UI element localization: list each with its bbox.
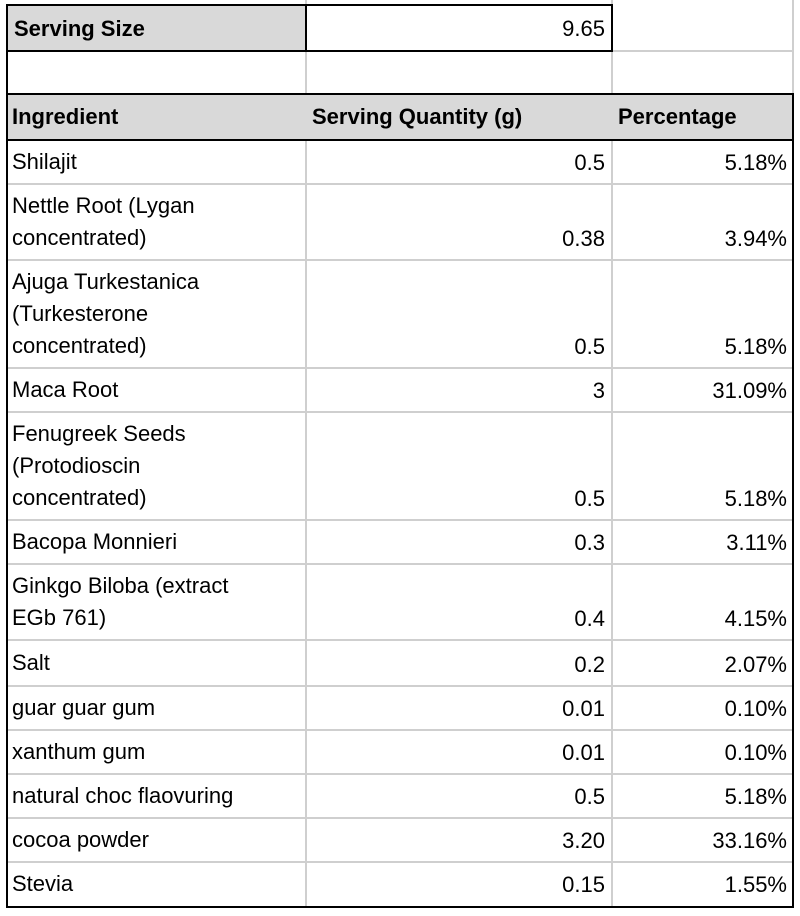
grid-line: [6, 519, 794, 521]
quantity-cell[interactable]: 0.15: [562, 872, 605, 897]
grid-line: [6, 563, 794, 565]
quantity-cell[interactable]: 0.4: [574, 606, 605, 631]
grid-line: [6, 685, 794, 687]
border: [6, 4, 612, 6]
border: [6, 4, 8, 52]
column-header-quantity[interactable]: Serving Quantity (g): [306, 94, 612, 140]
border: [6, 93, 8, 908]
border: [305, 4, 307, 52]
border: [6, 139, 794, 141]
ingredient-cell[interactable]: Maca Root: [12, 377, 119, 402]
border: [6, 93, 794, 95]
ingredient-cell[interactable]: Bacopa Monnieri: [12, 529, 178, 554]
grid-line: [612, 50, 794, 52]
quantity-cell[interactable]: 0.5: [574, 486, 605, 511]
quantity-cell[interactable]: 0.01: [562, 696, 605, 721]
percentage-cell[interactable]: 2.07%: [724, 652, 787, 677]
grid-line: [6, 817, 794, 819]
percentage-cell[interactable]: 5.18%: [724, 334, 787, 359]
grid-line: [611, 51, 613, 94]
serving-size-label[interactable]: Serving Size: [8, 6, 306, 51]
percentage-cell[interactable]: 0.10%: [724, 696, 787, 721]
grid-line: [611, 140, 613, 908]
grid-line: [792, 0, 794, 94]
percentage-cell[interactable]: 1.55%: [724, 872, 787, 897]
border: [6, 906, 794, 908]
percentage-cell[interactable]: 4.15%: [724, 606, 787, 631]
quantity-cell[interactable]: 0.5: [574, 784, 605, 809]
grid-line: [6, 183, 794, 185]
border: [611, 4, 613, 52]
quantity-cell[interactable]: 3: [592, 378, 605, 403]
grid-line: [6, 411, 794, 413]
ingredient-cell[interactable]: Ginkgo Biloba (extract EGb 761): [12, 573, 229, 630]
border: [6, 50, 612, 52]
quantity-cell[interactable]: 0.38: [562, 226, 605, 251]
grid-line: [6, 729, 794, 731]
column-header-ingredient[interactable]: Ingredient: [8, 94, 306, 140]
ingredient-cell[interactable]: Ajuga Turkestanica (Turkesterone concentrated): [12, 269, 200, 358]
ingredient-cell[interactable]: guar guar gum: [12, 695, 156, 720]
grid-line: [6, 259, 794, 261]
quantity-cell[interactable]: 0.3: [574, 530, 605, 555]
ingredient-cell[interactable]: Shilajit: [12, 149, 77, 174]
grid-line: [6, 367, 794, 369]
grid-line: [6, 861, 794, 863]
grid-line: [305, 140, 307, 908]
percentage-cell[interactable]: 5.18%: [724, 150, 787, 175]
grid-line: [6, 639, 794, 641]
quantity-cell[interactable]: 0.5: [574, 150, 605, 175]
percentage-cell[interactable]: 33.16%: [712, 828, 787, 853]
quantity-cell[interactable]: 0.01: [562, 740, 605, 765]
column-header-percentage[interactable]: Percentage: [612, 94, 794, 140]
percentage-cell[interactable]: 3.11%: [726, 530, 787, 555]
grid-line: [6, 773, 794, 775]
ingredient-cell[interactable]: natural choc flaovuring: [12, 783, 234, 808]
percentage-cell[interactable]: 0.10%: [724, 740, 787, 765]
quantity-cell[interactable]: 0.5: [574, 334, 605, 359]
quantity-cell[interactable]: 0.2: [574, 652, 605, 677]
quantity-cell[interactable]: 3.20: [562, 828, 605, 853]
ingredient-cell[interactable]: Salt: [12, 650, 50, 675]
ingredient-cell[interactable]: cocoa powder: [12, 827, 149, 852]
ingredient-cell[interactable]: xanthum gum: [12, 739, 146, 764]
percentage-cell[interactable]: 31.09%: [712, 378, 787, 403]
ingredient-cell[interactable]: Stevia: [12, 871, 74, 896]
percentage-cell[interactable]: 3.94%: [724, 226, 787, 251]
percentage-cell[interactable]: 5.18%: [724, 784, 787, 809]
ingredient-cell[interactable]: Nettle Root (Lygan concentrated): [12, 193, 195, 250]
grid-line: [305, 51, 307, 94]
serving-size-value[interactable]: 9.65: [562, 16, 605, 41]
border: [792, 93, 794, 908]
ingredient-cell[interactable]: Fenugreek Seeds (Protodioscin concentrated): [12, 421, 186, 510]
border: [6, 52, 8, 94]
percentage-cell[interactable]: 5.18%: [724, 486, 787, 511]
